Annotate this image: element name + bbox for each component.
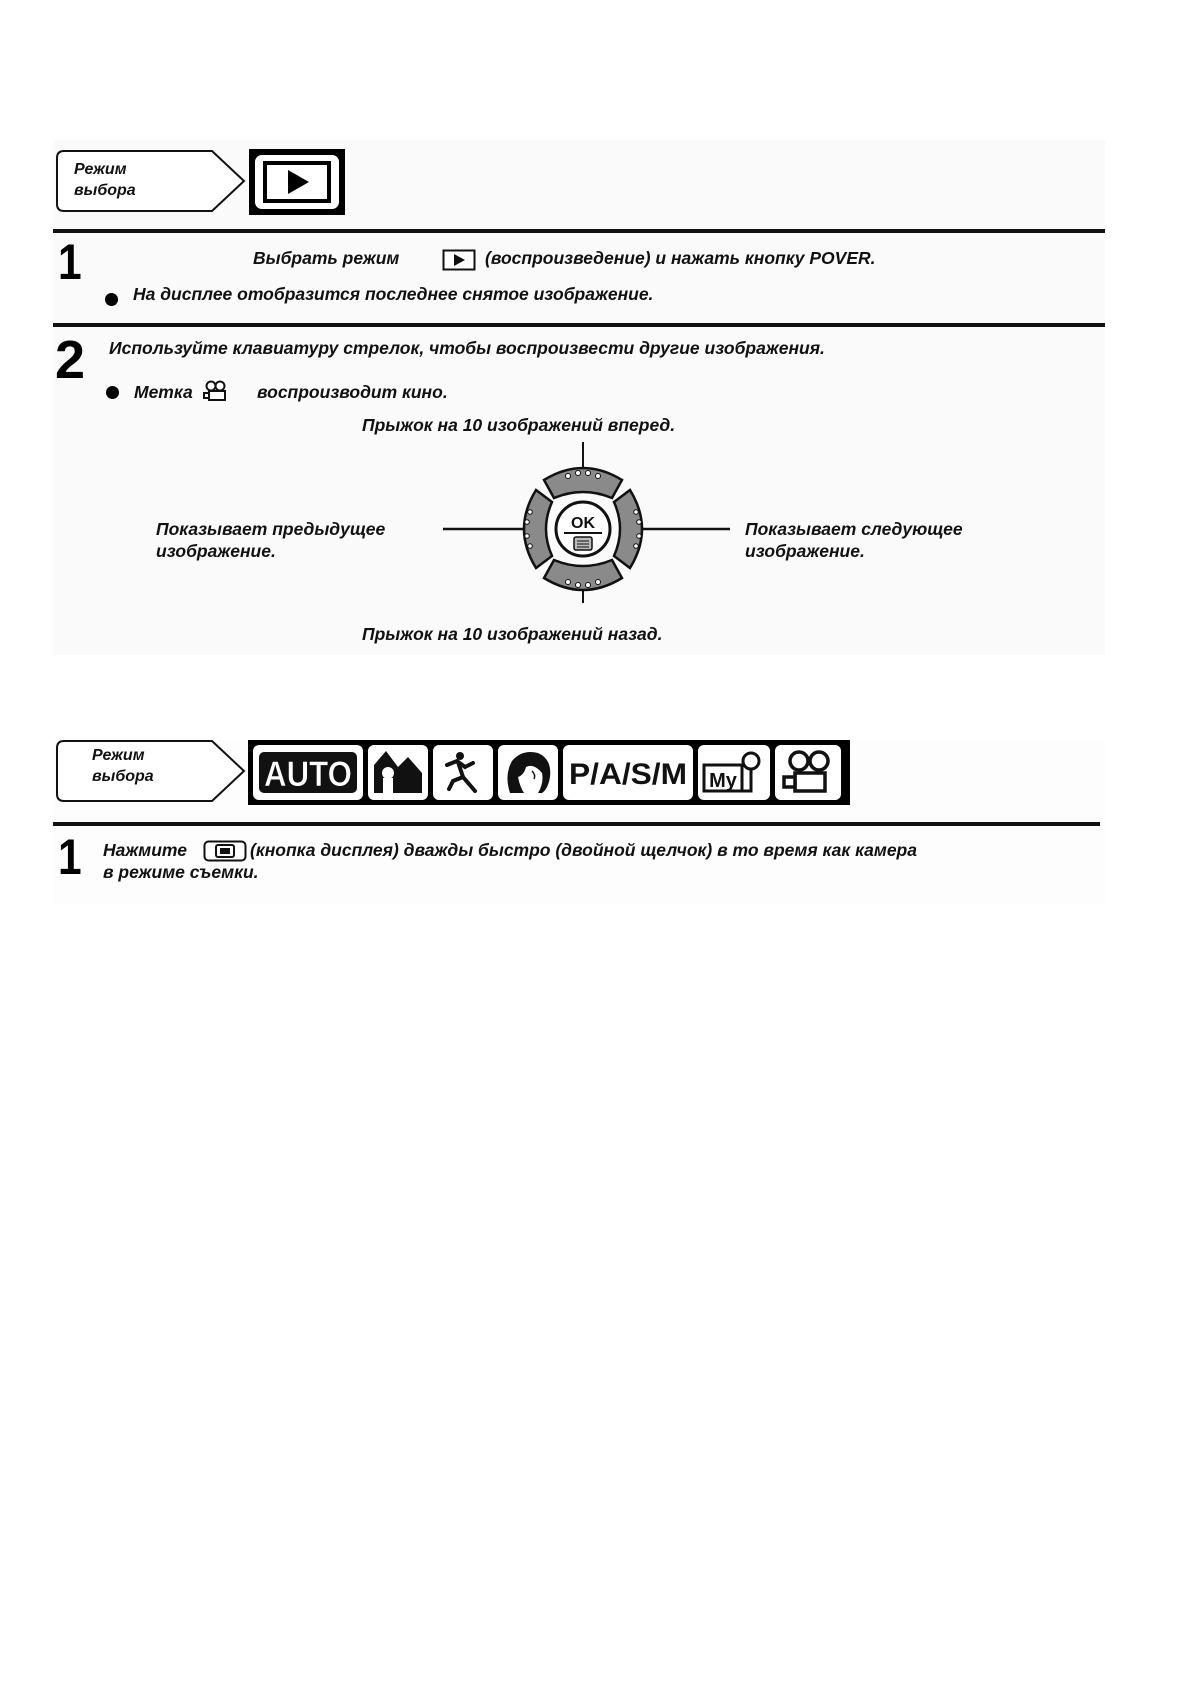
auto-mode-icon — [253, 745, 363, 800]
shooting-step-1-suffix: (кнопка дисплея) дважды быстро (двойной щелчок) в то время как камера — [250, 840, 917, 860]
arrow-pad-diagram — [440, 440, 740, 605]
step-number: 1 — [58, 829, 82, 885]
portrait-mode-icon — [498, 745, 558, 800]
dpad-right-label-line-1: Показывает следующее — [745, 519, 963, 539]
dpad-right-key — [614, 490, 642, 568]
tag-line-1: Режим — [74, 161, 127, 178]
dpad-down-key — [544, 560, 622, 590]
playback-inline-icon — [442, 249, 476, 276]
bullet — [106, 386, 119, 399]
dpad-up-label: Прыжок на 10 изображений вперед. — [362, 415, 676, 435]
sports-mode-icon — [433, 745, 493, 800]
step-1-instruction-suffix: (воспроизведение) и нажать кнопку POVER. — [485, 248, 876, 268]
svg-text:My: My — [709, 770, 737, 792]
divider — [53, 229, 1105, 233]
step-number: 1 — [58, 234, 82, 290]
step-2-note-suffix: воспроизводит кино. — [257, 382, 448, 402]
step-number: 2 — [55, 330, 86, 390]
playback-icon — [255, 155, 339, 209]
mode-select-tag — [56, 740, 246, 802]
dpad-left-key — [524, 490, 552, 568]
step-1-instruction-prefix: Выбрать режим — [253, 248, 400, 268]
shooting-step-1-prefix: Нажмите — [103, 840, 187, 860]
movie-mode-icon — [775, 745, 841, 800]
bullet — [105, 293, 118, 306]
tag-line-1: Режим — [92, 747, 145, 764]
dpad-up-key — [544, 468, 622, 498]
mode-select-tag — [56, 150, 246, 212]
movie-inline-icon — [201, 380, 229, 407]
divider — [53, 323, 1105, 327]
divider — [53, 822, 1100, 826]
dpad-right-label — [745, 518, 963, 562]
svg-text:OK: OK — [571, 515, 595, 532]
tag-line-2: выбора — [74, 182, 136, 199]
portrait-landscape-mode-icon — [368, 745, 428, 800]
dpad-left-label-line-2: изображение. — [156, 541, 276, 561]
shooting-mode-strip — [248, 740, 850, 805]
step-1-note: На дисплее отобразится последнее снятое изображение. — [133, 284, 654, 304]
dpad-down-label: Прыжок на 10 изображений назад. — [362, 624, 663, 644]
ok-button — [556, 502, 610, 556]
tag-line-2: выбора — [92, 768, 154, 785]
svg-text:AUTO: AUTO — [264, 755, 352, 794]
my-mode-icon — [698, 745, 770, 800]
step-2-instruction: Используйте клавиатуру стрелок, чтобы воспроизвести другие изображения. — [109, 338, 825, 358]
pasm-mode-icon — [563, 745, 693, 800]
dpad-left-label — [156, 518, 385, 562]
shooting-step-1-line-2: в режиме съемки. — [103, 862, 259, 882]
playback-mode-strip — [249, 149, 345, 215]
svg-text:P/A/S/M: P/A/S/M — [569, 758, 687, 791]
dpad-left-label-line-1: Показывает предыдущее — [156, 519, 386, 539]
step-2-note-prefix: Метка — [134, 382, 193, 402]
dpad-right-label-line-2: изображение. — [745, 541, 865, 561]
